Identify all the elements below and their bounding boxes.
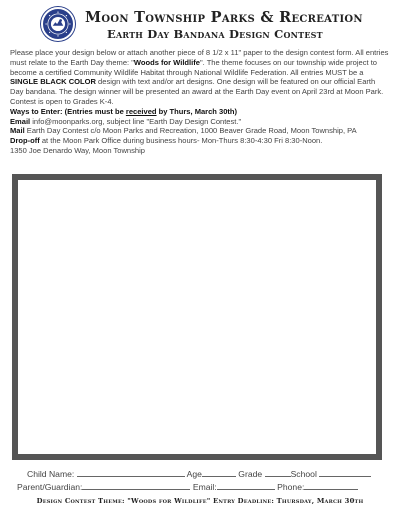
township-seal-logo: [41, 7, 75, 41]
form-row-parent: [17, 482, 358, 492]
form-row-child: [27, 469, 371, 479]
school-label: School: [290, 469, 317, 479]
email-label: Email: [10, 116, 31, 126]
intro-text-3: design with text and/or art designs. One design will be featured on our official Earth Day bandana. The design winner will be presented an award at the Earth Day event on April 23rd at Moon Park. Contest is open to Grades K-4.: [10, 77, 384, 106]
page-title: Moon Township Parks & Recreation: [85, 9, 363, 26]
ways-label-start: Ways to Enter: (Entries must be: [10, 106, 126, 116]
phone-label: Phone:: [277, 482, 305, 492]
office-address: 1350 Joe Denardo Way, Moon Township: [10, 145, 145, 155]
child-name-field[interactable]: [77, 469, 185, 477]
design-drawing-area[interactable]: [12, 174, 382, 460]
page-subtitle: Earth Day Bandana Design Contest: [107, 27, 323, 41]
mail-text: Earth Day Contest c/o Moon Parks and Recreation, 1000 Beaver Grade Road, Moon Township, PA: [24, 126, 357, 136]
intro-text-2: ". The theme focuses on our township wide project to become a certified Community Wildlife Habitat through National Wildlife Federation. All entries MUST be a: [10, 57, 378, 77]
ways-to-enter-heading: [10, 107, 390, 117]
ways-label-received: received: [125, 106, 157, 116]
intro-paragraph: [10, 48, 390, 107]
email-entry: [10, 117, 390, 127]
age-label: Age: [186, 469, 202, 479]
single-color-requirement: SINGLE BLACK COLOR: [10, 77, 96, 87]
intro-text-1: Please place your design below or attach another piece of 8 1/2 x 11" paper to the design contest form. All entries must relate to the Earth Day theme: ": [10, 48, 389, 67]
parent-label: Parent/Guardian:: [17, 482, 83, 492]
theme-name: Woods for Wildlife: [133, 57, 200, 67]
dropoff-text: at the Moon Park Office during business hours- Mon-Thurs 8:30-4:30 Fri 8:30-Noon.: [39, 136, 323, 146]
dropoff-entry: [10, 136, 390, 146]
instructions: [10, 48, 390, 156]
grade-field[interactable]: [265, 469, 291, 477]
phone-field[interactable]: [304, 482, 358, 490]
school-field[interactable]: [319, 469, 371, 477]
footer-deadline: Design Contest Theme: "Woods for Wildlife" Entry Deadline: Thursday, March 30th: [36, 497, 364, 505]
email-field-label: Email:: [192, 482, 217, 492]
dropoff-label: Drop-off: [10, 136, 40, 146]
email-field[interactable]: [217, 482, 275, 490]
email-text: info@moonparks.org, subject line "Earth Day Design Contest.": [30, 116, 242, 126]
parent-field[interactable]: [82, 482, 190, 490]
grade-label: Grade: [238, 469, 263, 479]
mail-label: Mail: [10, 126, 25, 136]
ways-label-end: by Thurs, March 30th): [156, 106, 238, 116]
mail-entry: [10, 126, 390, 136]
child-name-label: Child Name:: [27, 469, 75, 479]
age-field[interactable]: [202, 469, 236, 477]
